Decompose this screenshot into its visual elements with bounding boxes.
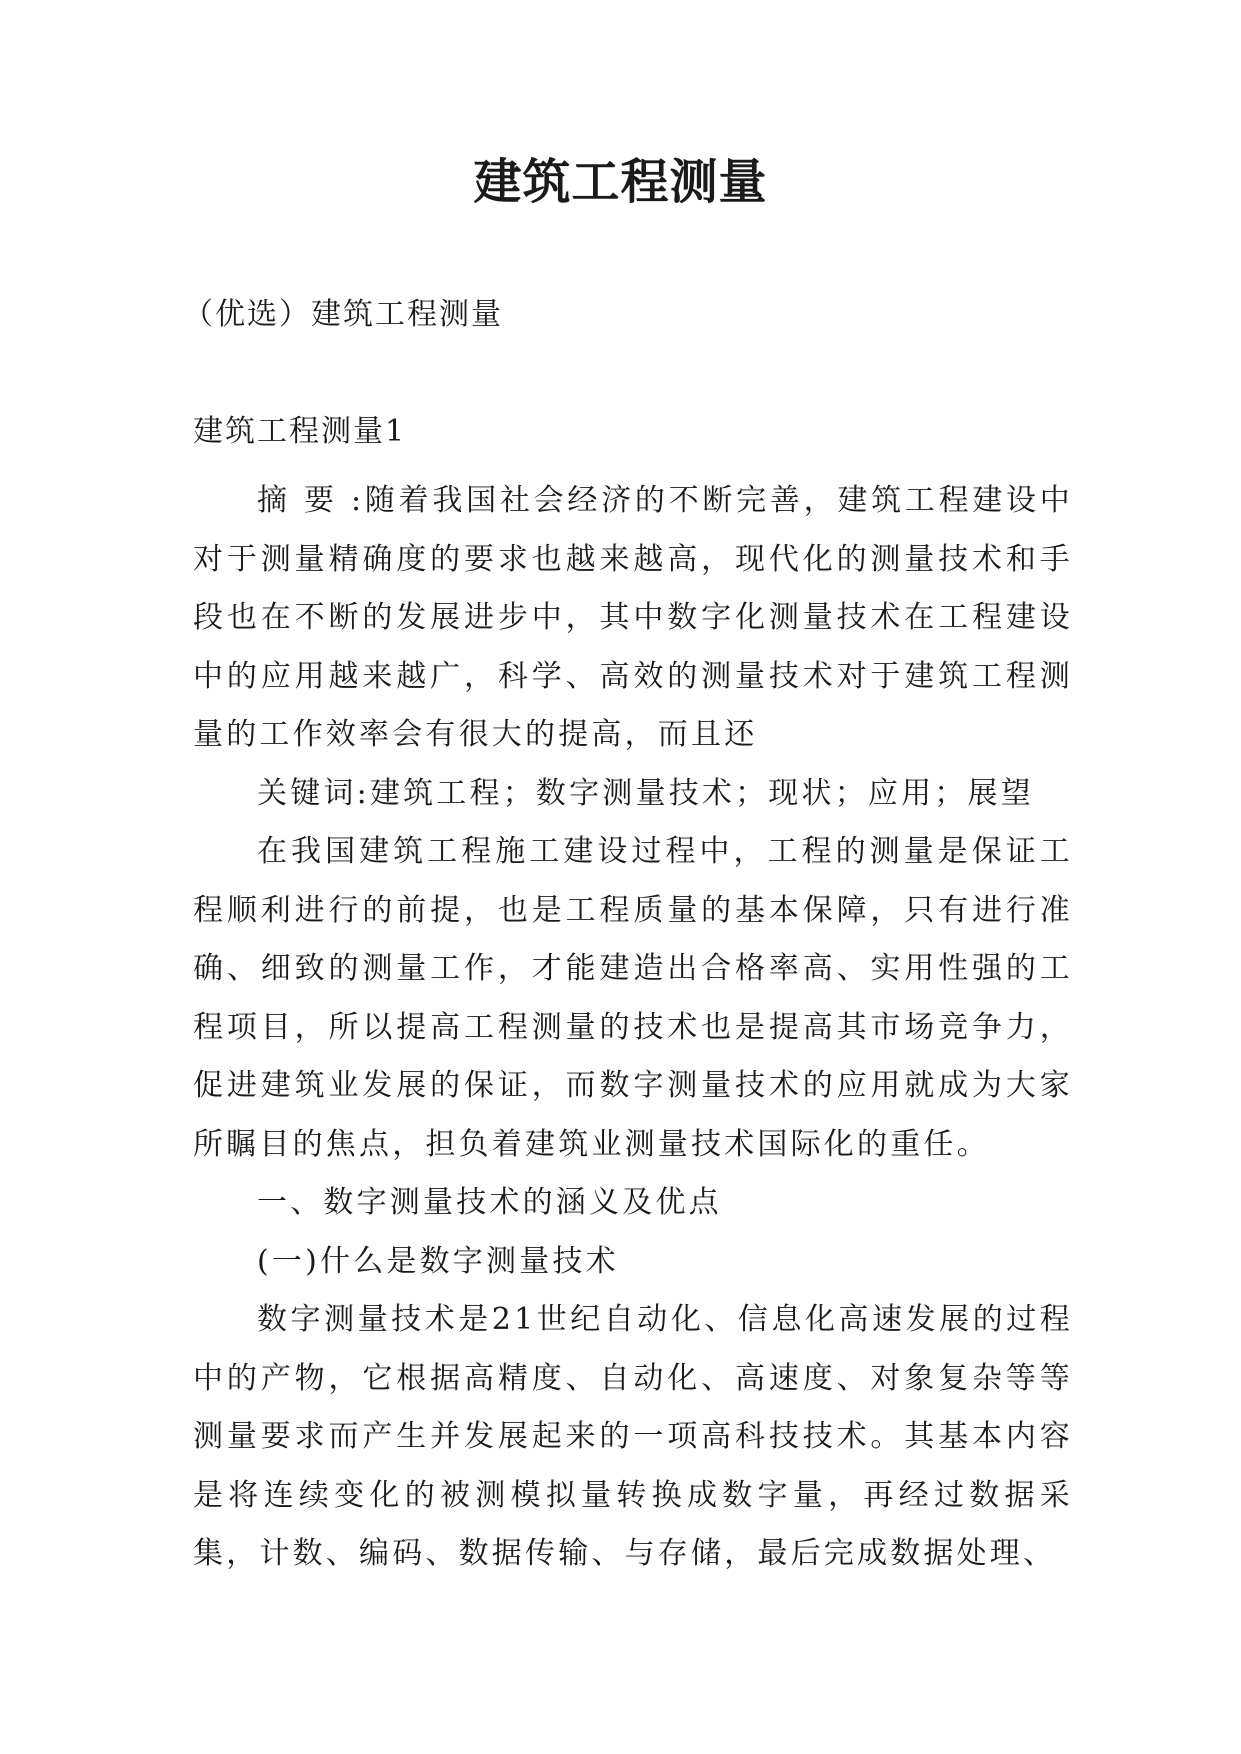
chapter-heading: 一、数字测量技术的涵义及优点	[257, 1185, 722, 1220]
keywords-paragraph: 关键词:建筑工程；数字测量技术；现状；应用；展望	[257, 775, 1034, 811]
subsection-heading: (一)什么是数字测量技术	[257, 1243, 619, 1279]
document-subtitle: （优选）建筑工程测量	[183, 297, 503, 332]
intro-paragraph: 在我国建筑工程施工建设过程中，工程的测量是保证工程顺利进行的前提，也是工程质量的基本保障，只有进行准确、细致的测量工作，才能建造出合格率高、实用性强的工程项目，所以提高工程测量的技术也是提高其市场竞争力，促进建筑业发展的保证，而数字测量技术的应用就成为大家所瞩目的焦点，担负着建筑业测量技术国际化的重任。	[193, 834, 1073, 1162]
document-body	[193, 472, 1073, 1584]
definition-paragraph: 数字测量技术是21世纪自动化、信息化高速发展的过程中的产物，它根据高精度、自动化、高速度、对象复杂等等测量要求而产生并发展起来的一项高科技技术。其基本内容是将连续变化的被测模拟量转换成数字量，再经过数据采集，计数、编码、数据传输、与存储，最后完成数据处理、	[193, 1302, 1073, 1571]
section-heading: 建筑工程测量1	[193, 414, 407, 449]
document-title: 建筑工程测量	[473, 154, 768, 210]
abstract-paragraph: 摘 要 :随着我国社会经济的不断完善，建筑工程建设中对于测量精确度的要求也越来越高，现代化的测量技术和手段也在不断的发展进步中，其中数字化测量技术在工程建设中的应用越来越广，科学、高效的测量技术对于建筑工程测量的工作效率会有很大的提高，而且还	[193, 483, 1073, 752]
